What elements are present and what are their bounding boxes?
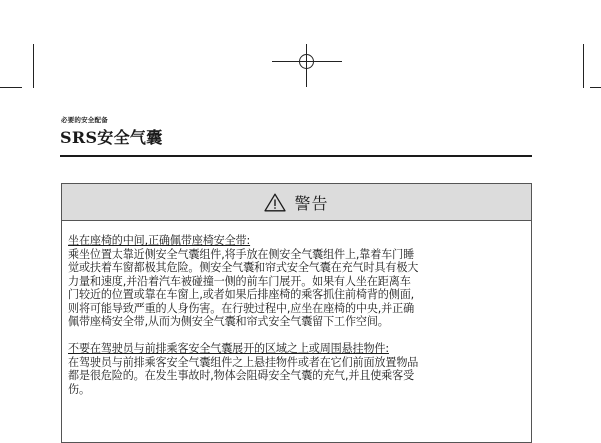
page-title: SRS安全气囊 — [60, 128, 163, 147]
warning-text-line: 觉或扶着车窗都极其危险。侧安全气囊和帘式安全气囊在充气时具有极大 — [68, 261, 419, 274]
crop-mark-top-left-horizontal — [0, 87, 22, 88]
title-divider — [60, 155, 532, 157]
warning-title: 警告 — [294, 193, 329, 213]
warning-header — [62, 184, 531, 221]
crop-mark-top-right-vertical — [583, 44, 584, 88]
warning-body — [62, 221, 531, 396]
warning-text-line: 伤。 — [68, 382, 90, 396]
warning-text-line: 都是很危险的。在发生事故时,物体会阻碍安全气囊的充气,并且使乘客受 — [68, 369, 415, 382]
crop-mark-top-left-vertical — [33, 44, 34, 88]
warning-text-line: 在驾驶员与前排乘客安全气囊组件之上悬挂物件或者在它们前面放置物品 — [68, 355, 419, 369]
warning-heading-seating: 坐在座椅的中间,正确佩带座椅安全带: — [68, 234, 251, 247]
section-label: 必要的安全配备 — [61, 116, 108, 124]
warning-triangle-icon — [264, 193, 286, 212]
crop-mark-top-right-horizontal — [590, 87, 601, 88]
paragraph-spacer — [68, 329, 531, 343]
warning-text-line: 力量和速度,并沿着汽车被碰撞一侧的前车门展开。如果有人坐在距离车 — [68, 274, 411, 288]
warning-text-line: 乘坐位置太靠近侧安全气囊组件,将手放在侧安全气囊组件上,靠着车门睡 — [68, 247, 415, 261]
warning-text-line: 则将可能导致严重的人身伤害。在行驶过程中,应坐在座椅的中央,并正确 — [68, 301, 415, 315]
warning-text-line: 佩带座椅安全带,从而为侧安全气囊和帘式安全气囊留下工作空间。 — [68, 315, 389, 328]
warning-heading-hanging-objects: 不要在驾驶员与前排乘客安全气囊展开的区域之上或周围悬挂物件: — [68, 342, 389, 355]
registration-crosshair-circle — [299, 54, 314, 69]
warning-text-line: 门较近的位置或靠在车窗上,或者如果后排座椅的乘客抓住前椅背的侧面, — [68, 288, 415, 301]
warning-box — [61, 183, 532, 443]
